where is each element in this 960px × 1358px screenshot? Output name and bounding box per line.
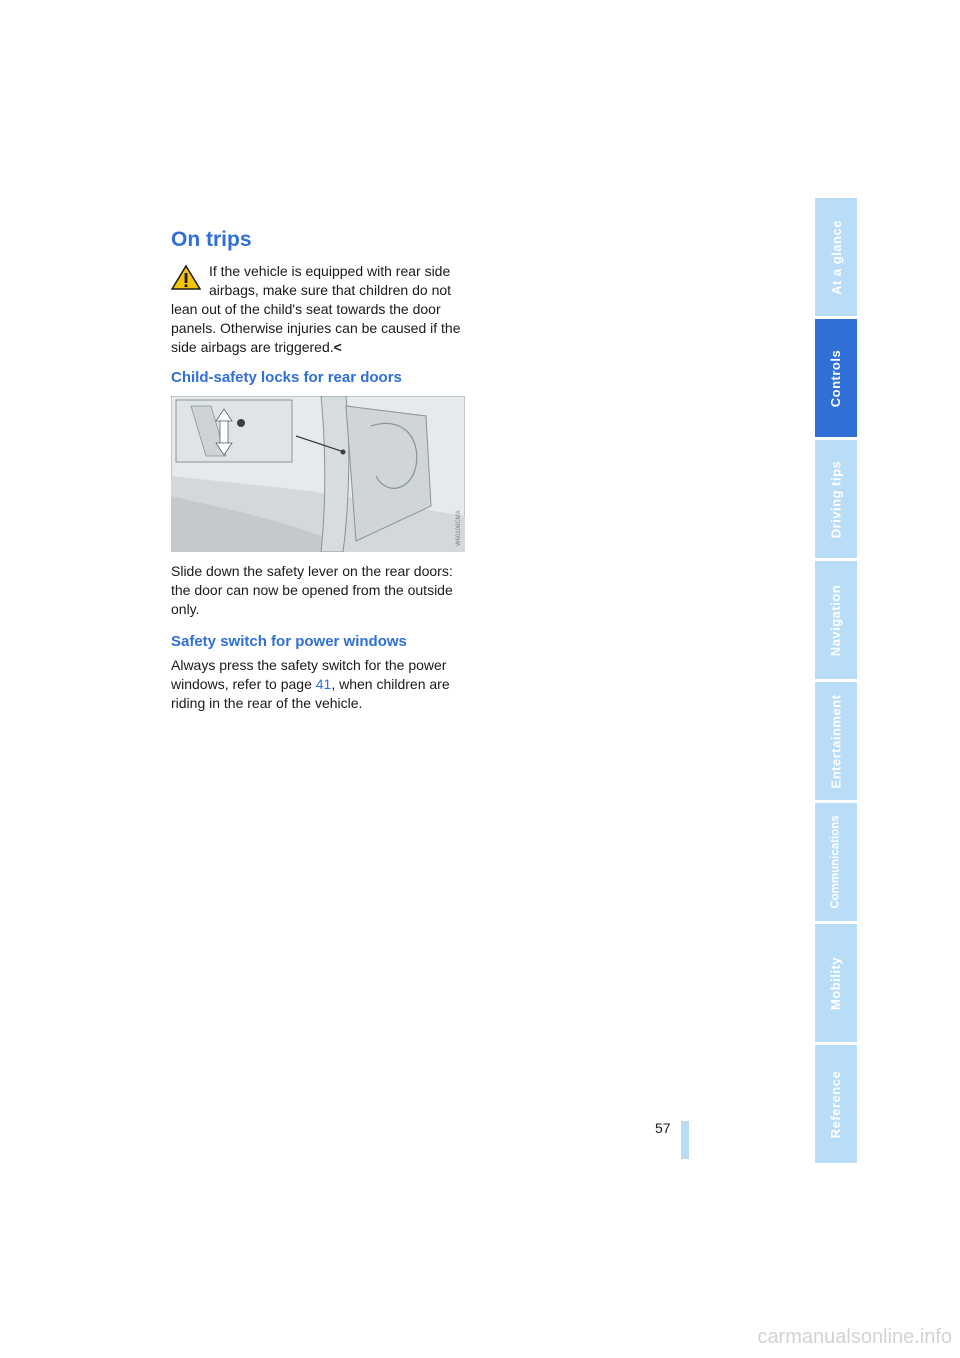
tab-entertainment[interactable]: [815, 682, 857, 800]
tab-driving-tips[interactable]: [815, 440, 857, 558]
tab-label: At a glance: [828, 219, 844, 295]
figure-code: W60106CMA: [456, 510, 462, 546]
page-number: 57: [655, 1120, 671, 1136]
warning-line1: If the vehicle is equipped with rear side: [209, 263, 451, 279]
tab-communications[interactable]: [815, 803, 857, 921]
tab-label: Controls: [828, 349, 844, 407]
warning-body: airbags, make sure that children do not lean out of the child's seat towards the door panels. Otherwise injuries can be caused if the side airbags are triggered.: [171, 282, 461, 355]
page-41-link[interactable]: 41: [315, 676, 332, 692]
page-number-bar: [681, 1121, 689, 1159]
tab-label: Entertainment: [828, 694, 844, 788]
child-safety-heading: Child-safety locks for rear doors: [171, 369, 402, 386]
door-lock-illustration: [171, 396, 465, 552]
tab-label: Communications: [830, 815, 843, 909]
tab-reference[interactable]: [815, 1045, 857, 1163]
safety-switch-heading: Safety switch for power windows: [171, 633, 407, 650]
tab-controls[interactable]: [815, 319, 857, 437]
tab-label: Navigation: [828, 584, 844, 656]
warning-text: [171, 262, 466, 357]
safety-switch-text-before: Always press the safety switch for the power windows, refer to page: [171, 657, 447, 692]
watermark: carmanualsonline.info: [757, 1326, 952, 1348]
tab-at-a-glance[interactable]: [815, 198, 857, 316]
tab-navigation[interactable]: [815, 561, 857, 679]
safety-switch-text-after: , when children are riding in the rear of the vehicle.: [171, 676, 450, 711]
safety-switch-text: [171, 656, 466, 713]
chapter-tabs: [815, 198, 857, 1166]
child-safety-text: Slide down the safety lever on the rear doors: the door can now be opened from the outside only.: [171, 563, 453, 617]
tab-mobility[interactable]: [815, 924, 857, 1042]
end-mark: <: [333, 339, 342, 355]
tab-label: Driving tips: [828, 460, 844, 538]
tab-label: Mobility: [828, 956, 844, 1010]
section-title: On trips: [171, 228, 252, 251]
tab-label: Reference: [828, 1070, 844, 1138]
